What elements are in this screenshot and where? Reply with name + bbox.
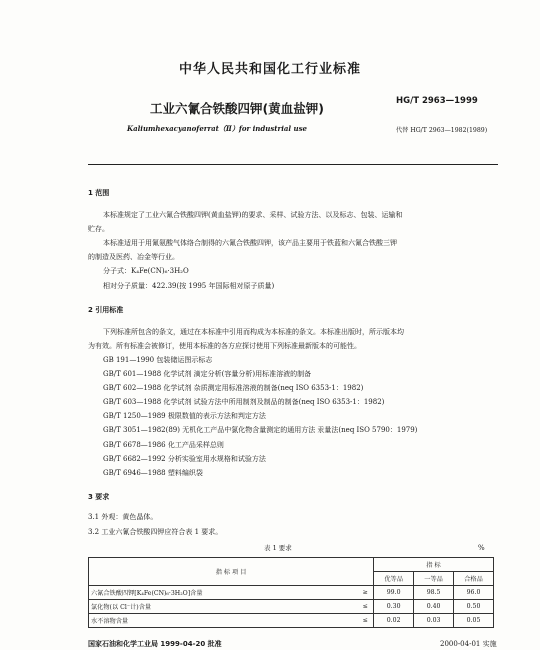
header-divider [88, 164, 498, 165]
value-cell: 99.0 [374, 586, 414, 600]
grade-header: 一等品 [414, 572, 454, 586]
table-row [89, 586, 494, 600]
scope-paragraph-2: 本标准适用于用氰氨酸气体络合制得的六氰合铁酸四钾，该产品主要用于铁蓝和六氰合铁酸三钾 [103, 239, 397, 247]
item-cell: 水不溶物含量 [89, 614, 358, 628]
document-title: 工业六氰合铁酸四钾(黄血盐钾) [150, 101, 324, 116]
approval-note: 国家石油和化学工业局 1999-04-20 批准 [88, 640, 222, 648]
implementation-date: 2000-04-01 实施 [440, 640, 497, 648]
section-3-heading: 3 要求 [88, 493, 110, 501]
reference-item: GB/T 6682—1992 分析实验室用水规格和试验方法 [103, 455, 266, 463]
section-2-heading: 2 引用标准 [88, 306, 124, 314]
reference-item: GB/T 602—1988 化学试剂 杂质测定用标准溶液的制备(neq ISO 6353-1：1982) [103, 384, 364, 392]
operator-cell: ≤ [357, 600, 374, 614]
reference-item: GB/T 603—1988 化学试剂 试验方法中所用制剂及制品的制备(neq ISO 6353-1：1982) [103, 398, 385, 406]
value-cell: 0.03 [414, 614, 454, 628]
value-cell: 0.05 [454, 614, 494, 628]
reference-item: GB/T 6946—1988 塑料编织袋 [103, 469, 203, 477]
grade-header: 合格品 [454, 572, 494, 586]
references-intro-cont: 为有效。所有标准会被修订，使用本标准的各方应探讨使用下列标准最新版本的可能性。 [88, 342, 361, 350]
table-header-row [89, 558, 494, 572]
item-cell: 氯化物(以 Cl⁻计)含量 [89, 600, 358, 614]
value-cell: 98.5 [414, 586, 454, 600]
standard-header: 中华人民共和国化工行业标准 [178, 62, 361, 77]
reference-item: GB/T 6678—1986 化工产品采样总则 [103, 441, 224, 449]
value-cell: 0.40 [414, 600, 454, 614]
grade-header: 优等品 [374, 572, 414, 586]
reference-item: GB/T 1250—1989 极限数值的表示方法和判定方法 [103, 412, 266, 420]
scope-paragraph-2-cont: 的制造及医药、冶金等行业。 [88, 253, 179, 261]
reference-item: GB/T 601—1988 化学试剂 滴定分析(容量分析)用标准溶液的制备 [103, 370, 312, 378]
value-cell: 0.02 [374, 614, 414, 628]
requirements-table [88, 557, 494, 628]
section-1-heading: 1 范围 [88, 189, 110, 197]
item-header: 指 标 项 目 [89, 558, 374, 586]
molecular-mass: 相对分子质量：422.39(按 1995 年国际相对原子质量) [103, 282, 275, 290]
scope-paragraph-1-cont: 贮存。 [88, 225, 109, 233]
references-intro: 下列标准所包含的条文，通过在本标准中引用而构成为本标准的条文。本标准出版时，所示版本均 [103, 328, 404, 336]
reference-item: GB/T 3051—1982(89) 无机化工产品中氯化物含量测定的通用方法 汞量法(neq ISO 5790：1979) [103, 426, 418, 434]
table-unit: % [478, 544, 485, 552]
molecular-formula: 分子式：K₄Fe(CN)₆·3H₂O [103, 267, 189, 275]
replaces-note: 代替 HG/T 2963—1982(1989) [396, 127, 488, 134]
requirement-3-2: 3.2 工业六氰合铁酸四钾应符合表 1 要求。 [88, 528, 223, 536]
operator-cell: ≥ [357, 586, 374, 600]
value-cell: 96.0 [454, 586, 494, 600]
table-caption: 表 1 要求 [264, 544, 292, 552]
value-cell: 0.30 [374, 600, 414, 614]
value-cell: 0.50 [454, 600, 494, 614]
scope-paragraph-1: 本标准规定了工业六氰合铁酸四钾(黄血盐钾)的要求、采样、试验方法、以及标志、包装、运输和 [103, 211, 403, 219]
indicator-header: 指 标 [374, 558, 494, 572]
requirement-3-1: 3.1 外观：黄色晶体。 [88, 513, 158, 521]
operator-cell: ≤ [357, 614, 374, 628]
standard-number: HG/T 2963—1999 [396, 96, 478, 106]
table-row [89, 614, 494, 628]
english-title: Kaliumhexacyanoferrat（Ⅱ）for industrial use [127, 124, 307, 133]
reference-item: GB 191—1990 包装储运图示标志 [103, 356, 213, 364]
item-cell: 六氰合铁酸四钾[K₄Fe(CN)₆·3H₂O]含量 [89, 586, 358, 600]
table-row [89, 600, 494, 614]
